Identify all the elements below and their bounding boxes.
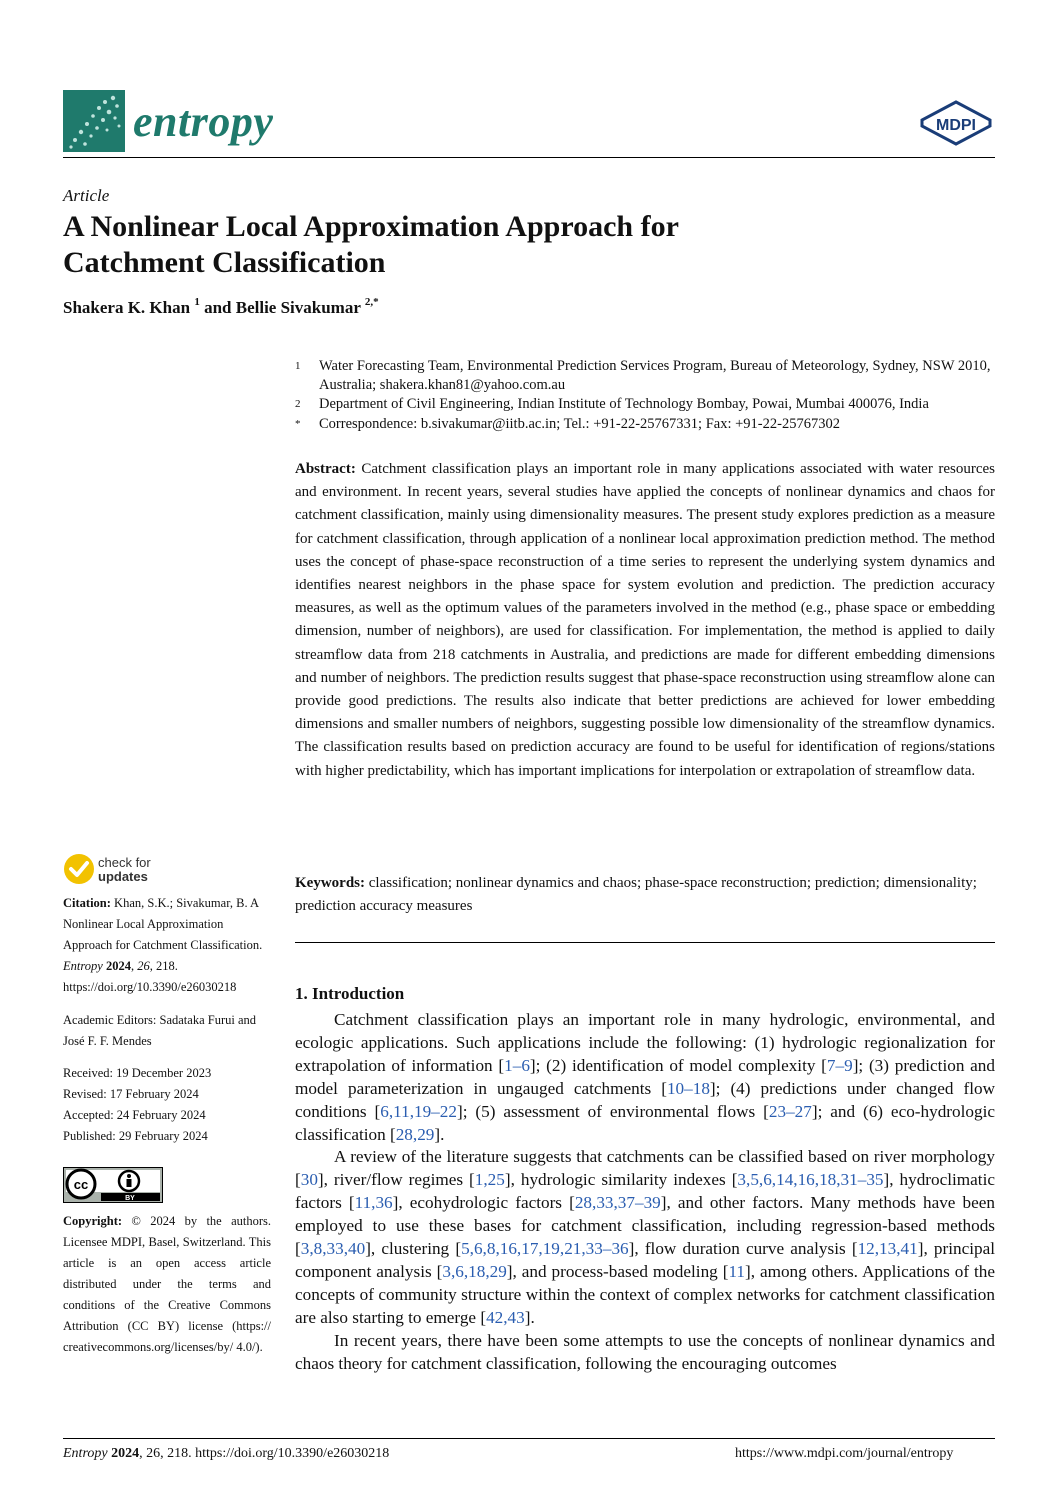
keywords-label: Keywords:	[295, 875, 365, 891]
academic-editors: Academic Editors: Sadataka Furui and José F. F. Mendes	[63, 1013, 256, 1048]
intro-paragraph-1: Catchment classification plays an important role in many hydrologic, environmental, and ecologic applications. Such applications include the following: (1) hydrologic regionalization for extrapolation of information [1–6]; (2) identification of model complexity [7–9]; (3) prediction and model parameterization in ungauged catchments [10–18]; (4) predictions under changed flow conditions [6,11,19–22]; (5) assessment of environmental flows [23–27]; and (6) eco-hydrologic classification [28,29].	[295, 1010, 995, 1144]
author-line	[63, 296, 379, 318]
cc-by-label: BY	[125, 1195, 135, 1202]
citation-link[interactable]: 3,8,33,40	[300, 1239, 366, 1259]
citation-link[interactable]: 1,25	[474, 1170, 505, 1190]
keywords	[295, 872, 995, 918]
journal-title: entropy	[133, 97, 274, 146]
affiliation-mark: 2	[295, 398, 301, 410]
citation-label: Citation:	[63, 896, 111, 910]
intro-body	[295, 1009, 995, 1376]
footer-journal: Entropy	[63, 1446, 108, 1461]
affiliation-text: Department of Civil Engineering, Indian Institute of Technology Bombay, Powai, Mumbai 400076, India	[319, 396, 929, 412]
keywords-text: classification; nonlinear dynamics and chaos; phase-space reconstruction; prediction; dimensionality; prediction accuracy measures	[295, 875, 977, 914]
author-name: Bellie Sivakumar	[235, 298, 361, 317]
intro-paragraph-3: In recent years, there have been some attempts to use the concepts of nonlinear dynamics and chaos theory for catchment classification, following the encouraging outcomes	[295, 1330, 995, 1373]
check-label-line2: updates	[98, 869, 148, 884]
intro-paragraph-2: A review of the literature suggests that catchments can be classified based on river morphology [30], river/flow regimes [1,25], hydrologic similarity indexes [3,5,6,14,16,18,31–35], hydroclimatic factors [11,36], ecohydrologic factors [28,33,37–39], and other factors. Many methods have been employed to use these bases for catchment classification, including regression-based methods [3,8,33,40], clustering [5,6,8,16,17,19,21,33–36], flow duration curve analysis [12,13,41], principal component analysis [3,6,18,29], and process-based modeling [11], among others. Applications of the concepts of community structure within the context of complex networks for catchment classification are also starting to emerge [42,43].	[295, 1147, 995, 1327]
affiliation-text: Correspondence: b.sivakumar@iitb.ac.in; Tel.: +91-22-25767331; Fax: +91-22-25767302	[319, 416, 840, 432]
citation-link[interactable]: 42,43	[486, 1307, 525, 1327]
abstract	[295, 458, 995, 783]
date-received: Received: 19 December 2023	[63, 1066, 212, 1080]
footer-journal-url[interactable]: https://www.mdpi.com/journal/entropy	[735, 1446, 954, 1461]
affiliation-mark: 1	[295, 360, 301, 372]
abstract-label: Abstract:	[295, 461, 356, 477]
svg-text:cc: cc	[73, 1177, 89, 1192]
section-divider	[295, 942, 995, 943]
citation-block: Citation: Khan, S.K.; Sivakumar, B. A Nonlinear Local Approximation Approach for Catchment Classification. Entropy 2024, 26, 218. https://doi.org/10.3390/e26030218	[63, 896, 263, 994]
affiliation-mark: *	[295, 418, 301, 430]
author-conjunction: and	[204, 298, 232, 317]
citation-link[interactable]: 3,6,18,29	[442, 1261, 507, 1281]
affiliation-item	[295, 357, 995, 397]
author-name: Shakera K. Khan	[63, 298, 191, 317]
affiliation-item	[295, 415, 995, 435]
header-rule	[63, 157, 995, 158]
author-affiliation-mark: 2,*	[364, 296, 379, 308]
citation-link[interactable]: 28,33,37–39	[574, 1193, 661, 1213]
citation-link[interactable]: 3,5,6,14,16,18,31–35	[737, 1170, 884, 1190]
citation-doi-link[interactable]: https://doi.org/10.3390/e26030218	[63, 980, 237, 994]
footer-doi[interactable]: , 26, 218. https://doi.org/10.3390/e26030218	[139, 1446, 390, 1461]
affiliation-item	[295, 395, 995, 415]
citation-link[interactable]: 23–27	[768, 1101, 812, 1121]
citation-link[interactable]: 28,29	[395, 1124, 435, 1144]
citation-link[interactable]: 1–6	[504, 1055, 530, 1075]
citation-text: Khan, S.K.; Sivakumar, B. A Nonlinear Local Approximation Approach for Catchment Classification.	[63, 896, 263, 952]
journal-logo-icon	[63, 90, 125, 152]
check-for-updates-icon[interactable]	[63, 852, 95, 886]
author-affiliation-mark: 1	[194, 296, 200, 308]
citation-link[interactable]: 11	[728, 1261, 745, 1281]
article-type: Article	[63, 186, 110, 205]
footer-year: 2024	[111, 1446, 140, 1461]
copyright-block	[63, 1211, 271, 1358]
date-published: Published: 29 February 2024	[63, 1129, 208, 1143]
citation-link[interactable]: 12,13,41	[857, 1239, 918, 1259]
copyright-label: Copyright:	[63, 1214, 123, 1228]
citation-page: , 218.	[149, 959, 178, 973]
citation-link[interactable]: 7–9	[826, 1055, 853, 1075]
section-heading: 1. Introduction	[295, 984, 405, 1003]
date-revised: Revised: 17 February 2024	[63, 1087, 199, 1101]
date-accepted: Accepted: 24 February 2024	[63, 1108, 206, 1122]
page-title: A Nonlinear Local Approximation Approach for Catchment Classification	[63, 210, 679, 279]
copyright-text: © 2024 by the authors. Licensee MDPI, Basel, Switzerland. This article is an open access article distributed under the terms and conditions of the Creative Commons Attribution (CC BY) license (https:// creativecommons.org/licenses/by/ 4.0/).	[63, 1214, 271, 1354]
citation-link[interactable]: 30	[300, 1170, 318, 1190]
citation-link[interactable]: 5,6,8,16,17,19,21,33–36	[461, 1239, 629, 1259]
check-for-updates-button[interactable]	[98, 856, 151, 884]
footer-rule	[63, 1438, 995, 1439]
citation-journal: Entropy	[63, 959, 103, 973]
abstract-text: Catchment classification plays an important role in many applications associated with water resources and environment. In recent years, several studies have applied the concepts of nonlinear dynamics and chaos for catchment classification, mainly using dimensionality measures. The present study explores prediction as a measure for catchment classification, through application of a nonlinear local approximation prediction method. The method uses the concept of phase-space reconstruction of a time series to represent the underlying system dynamics and identifies nearest neighbors in the phase space for system evolution and prediction. The prediction accuracy measures, as well as the optimum values of the parameters involved in the method (e.g., phase space or embedding dimension, number of neighbors), are used for classification. For implementation, the method is applied to daily streamflow data from 218 catchments in Australia, and predictions are made for different embedding dimensions and number of neighbors. The prediction results suggest that phase-space reconstruction using streamflow alone can provide good predictions. The results also indicate that better predictions are achieved for lower embedding dimensions and smaller numbers of neighbors, suggesting possible low dimensionality of the streamflow dynamics. The classification results based on prediction accuracy are found to be useful for identification of regions/stations with higher predictability, which has important implications for interpolation or extrapolation of streamflow data.	[295, 461, 996, 779]
citation-year: 2024	[105, 959, 131, 973]
mdpi-logo-text: MDPI	[936, 117, 976, 134]
affiliation-text: Water Forecasting Team, Environmental Prediction Services Program, Bureau of Meteorology, Sydney, NSW 2010, Australia; shakera.khan81@yahoo.com.au	[319, 358, 991, 393]
citation-link[interactable]: 11,36	[354, 1193, 393, 1213]
citation-link[interactable]: 6,11,19–22	[380, 1101, 457, 1121]
mdpi-logo	[918, 100, 994, 146]
citation-link[interactable]: 10–18	[666, 1078, 710, 1098]
cc-by-license-icon[interactable]	[63, 1167, 163, 1203]
citation-volume: 26	[137, 959, 150, 973]
check-label-line1: check for	[98, 855, 151, 870]
footer-citation	[63, 1446, 389, 1462]
